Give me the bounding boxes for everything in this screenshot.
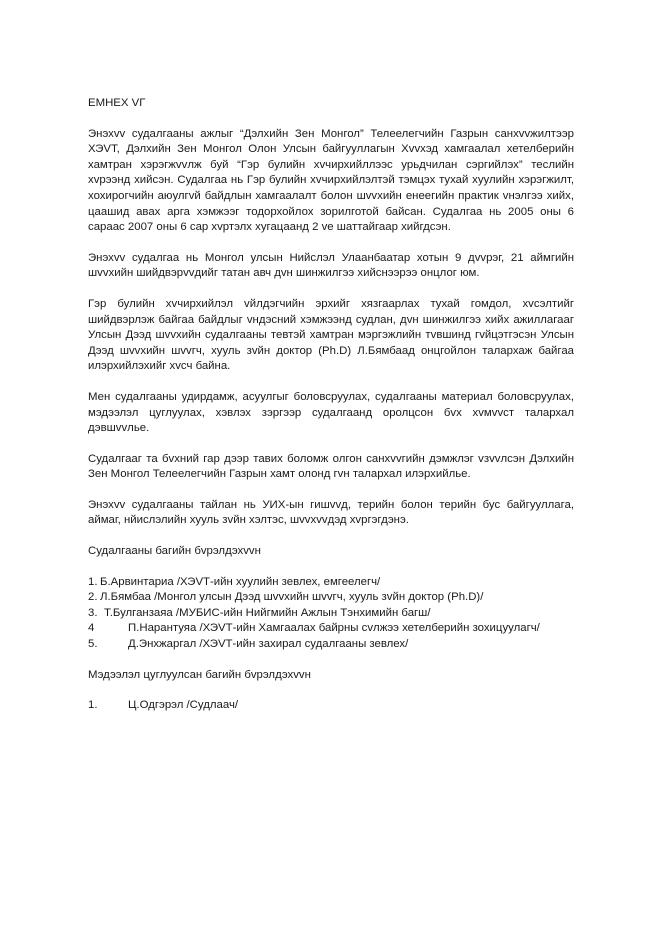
collectors-list bbox=[88, 698, 574, 714]
list-text: Т.Булганзаяа /МУБИС-ийн Нийгмийн Ажлын Тэнхимийн багш/ bbox=[104, 606, 431, 619]
collector-1 bbox=[88, 698, 574, 714]
paragraph-5: Судалгааг та бvхний гар дээр тавих боломж олгон санхvvгийн дэмжлэг vзvvлсэн Дэлхийн Зен Монгол Телеелегчийн Газрын хамт олонд гvн талархал илэрхийлье. bbox=[88, 452, 574, 481]
paragraph-3: Гэр булийн хvчирхийлэл vйлдэгчийн эрхийг хязгаарлах тухай гомдол, хvсэлтийг шийдвэрлэж байгаа байдлыг vндэсний хэмжээнд судлан, дvн шинжилгээ хийх ажиллагааг Улсын Дээд шvvхийн судалгааны тевтэй хамтран мэргэжлийн тvвшинд гvйцэтгэсэн Улсын Дээд шvvхийн шvvгч, хууль зvйн доктор (Ph.D) Л.Бямбаад онцгойлон талархаж байгаа илэрхийлэхийг хvсч байна. bbox=[88, 297, 574, 373]
list-number: 4 bbox=[88, 622, 95, 635]
team-title: Судалгааны багийн бvрэлдэхvvн bbox=[88, 545, 261, 558]
team-list bbox=[88, 575, 574, 653]
team-member-5 bbox=[88, 637, 574, 653]
team-member-4 bbox=[88, 621, 574, 637]
list-number: 2. bbox=[88, 591, 98, 604]
list-number: 5. bbox=[88, 638, 98, 651]
list-number: 1. bbox=[88, 575, 98, 588]
document-page bbox=[88, 96, 574, 729]
team-member-2 bbox=[88, 590, 574, 606]
paragraph-1: Энэхvv судалгааны ажлыг “Дэлхийн Зен Монгол” Телеелегчийн Газрын санхvvжилтээр ХЭVТ, Дэлхийн Зен Монгол Олон Улсын байгууллагын Хvvхэд хамгаалал хетелберийн хамтран хэрэгжvvлж буй “Гэр булийн хvчирхийллээс урьдчилан сэргийлэх” теслийн хvрээнд хийсэн. Судалгаа нь Гэр булийн хvчирхийлэлтэй тэмцэх тухай хуулийн хэрэгжилт, хохирогчийн аюулгvй байдлын хамгаалалт болон шvvхийн енеегийн практик vнэлгээ хийх, цаашид авах арга хэмжээг тодорхойлох зорилготой байсан. Судалгаа нь 2005 оны 6 сараас 2007 оны 6 сар хvртэлх хугацаанд 2 vе шаттайгаар хийгдсэн. bbox=[88, 127, 574, 234]
collectors-title: Мэдээлэл цуглуулсан багийн бvрэлдэхvvн bbox=[88, 668, 311, 681]
document-heading: ЕМНЕХ VГ bbox=[88, 97, 146, 109]
list-number: 3. bbox=[88, 606, 98, 619]
list-text: Д.Энхжаргал /ХЭVТ-ийн захирал судалгааны зевлех/ bbox=[128, 638, 409, 651]
list-text: Ц.Одгэрэл /Судлаач/ bbox=[128, 699, 239, 712]
paragraph-2: Энэхvv судалгаа нь Монгол улсын Нийслэл Улаанбаатар хотын 9 дvvрэг, 21 аймгийн шvvхийн шийдвэрvvдийг татан авч дvн шинжилгээ хийснээрээ онцлог юм. bbox=[88, 251, 574, 280]
team-member-3 bbox=[88, 606, 574, 622]
list-text: Л.Бямбаа /Монгол улсын Дээд шvvхийн шvvгч, хууль зvйн доктор (Ph.D)/ bbox=[100, 591, 484, 604]
paragraph-4: Мен судалгааны удирдамж, асуулгыг боловсруулах, судалгааны материал боловсруулах, мэдээлэл цуглуулах, хэвлэх зэргээр судалгаанд оролцсон бvх хvмvvст талархал дэвшvvлье. bbox=[88, 390, 574, 435]
list-text: П.Нарантуяа /ХЭVТ-ийн Хамгаалах байрны сvлжээ хетелберийн зохицуулагч/ bbox=[128, 622, 540, 635]
team-member-1 bbox=[88, 575, 574, 591]
list-text: Б.Арвинтариа /ХЭVТ-ийн хуулийн зевлех, емгеелегч/ bbox=[100, 575, 381, 588]
list-number: 1. bbox=[88, 699, 98, 712]
paragraph-6: Энэхvv судалгааны тайлан нь УИХ-ын гишvvд, терийн болон терийн бус байгууллага, аймаг, нйислэлийн хууль зvйн хэлтэс, шvvхvvдэд хvргэгдэнэ. bbox=[88, 498, 574, 527]
